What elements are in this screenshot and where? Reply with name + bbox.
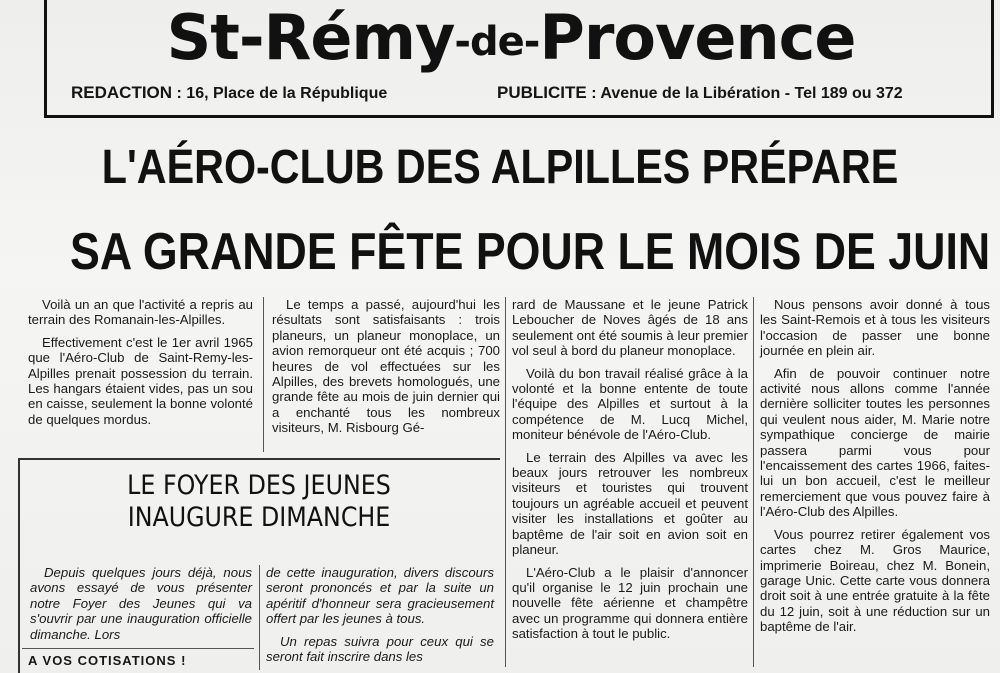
article-paragraph: Vous pourrez retirer également vos cartes chez M. Gros Maurice, imprimerie Boireau, chez M. Bonein, garage Unic. Cette carte vous donnera droit soit à une entrée gratuite à la fête du 12 juin, soit à une réduction sur un baptême de l'air. xyxy=(760,526,990,635)
foyer-title-line-2: INAUGURE DIMANCHE xyxy=(127,502,391,533)
article-column-2 xyxy=(272,297,500,443)
foyer-paragraph: de cette inauguration, divers discours seront prononcés et par la suite un apéritif d'honneur sera gracieusement offert par les jeunes à tous. xyxy=(266,565,494,627)
publicite-address: : Avenue de la Libération - Tel 189 ou 372 xyxy=(591,85,903,102)
article-paragraph: Le temps a passé, aujourd'hui les résultats sont satisfaisants : trois planeurs, un planeur monoplace, un avion remorqueur ont été acquis ; 700 heures de vol effectuées sur les Alpilles, des brevets homologués, une grande fête au mois de juin dernier qui a enchanté tous les nombreux visiteurs, M. Risbourg Gé- xyxy=(272,297,500,436)
column-divider xyxy=(753,297,754,667)
article-paragraph: Afin de pouvoir continuer notre activité nous allons comme l'année dernière solliciter toutes les personnes qui veulent nous aider, M. Marie notre sympathique concierge de mairie passera parmi vous pour l'encaissement des cartes 1966, faites-lui un bon accueil, c'est le meilleur remerciement que vous pouvez faire à l'Aéro-Club des Alpilles. xyxy=(760,365,990,520)
article-paragraph: Voilà un an que l'activité a repris au terrain des Romanain-les-Alpilles. xyxy=(28,297,253,328)
article-paragraph: Le terrain des Alpilles va avec les beaux jours retrouver les nombreux visiteurs et touristes qui trouvent toujours un agréable accueil et peuvent visiter les installations et goûter au baptême de l'air soit en avion soit en planeur. xyxy=(512,449,748,558)
column-divider xyxy=(505,297,506,667)
article-paragraph: L'Aéro-Club a le plaisir d'annoncer qu'il organise le 12 juin prochain une nouvelle fête aérienne et champêtre avec un programme qui donnera entière satisfaction à tout le public. xyxy=(512,564,748,642)
article-column-4 xyxy=(760,297,990,642)
redaction-line xyxy=(71,83,387,103)
foyer-column-1 xyxy=(30,565,252,649)
publicite-label: PUBLICITE xyxy=(497,83,587,102)
foyer-column-2 xyxy=(266,565,494,671)
foyer-paragraph: Un repas suivra pour ceux qui se seront fait inscrire dans les xyxy=(266,633,494,665)
cotisations-heading: A VOS COTISATIONS ! xyxy=(28,653,187,668)
foyer-title-line-1: LE FOYER DES JEUNES xyxy=(127,470,391,501)
article-paragraph: Voilà du bon travail réalisé grâce à la volonté et la bonne entente de toute l'équipe des Alpilles et surtout à la compétence de M. Lucq Michel, moniteur bénévole de l'Aéro-Club. xyxy=(512,365,748,443)
headline-line-1: L'AÉRO-CLUB DES ALPILLES PRÉPARE xyxy=(101,141,899,194)
headline-line-2: SA GRANDE FÊTE POUR LE MOIS DE JUIN xyxy=(70,223,991,281)
redaction-address: : 16, Place de la République xyxy=(176,85,388,102)
column-divider xyxy=(259,565,260,670)
article-column-1 xyxy=(28,297,253,434)
column-divider xyxy=(263,297,264,452)
foyer-paragraph: Depuis quelques jours déjà, nous avons essayé de vous présenter notre Foyer des Jeunes qui va s'ouvrir par une inauguration officielle dimanche. Lors xyxy=(30,565,252,642)
section-rule xyxy=(22,648,254,649)
masthead-title: St-Rémy-de-Provence xyxy=(166,1,856,74)
redaction-label: REDACTION xyxy=(71,83,173,102)
article-paragraph: Nous pensons avoir donné à tous les Saint-Remois et à tous les visiteurs l'occasion de passer une bonne journée en plein air. xyxy=(760,297,990,359)
masthead xyxy=(44,0,994,118)
publicite-line xyxy=(497,83,903,103)
article-paragraph: Effectivement c'est le 1er avril 1965 que l'Aéro-Club de Saint-Remy-les-Alpilles prenait possession du terrain. Les hangars étaient vides, pas un sou en caisse, seulement la bonne volonté de quelques mordus. xyxy=(28,334,253,427)
article-column-3 xyxy=(512,297,748,649)
article-paragraph: rard de Maussane et le jeune Patrick Leboucher de Noves âgés de 18 ans seulement ont été soumis à leur premier vol seul à bord du planeur monoplace. xyxy=(512,297,748,359)
foyer-title xyxy=(47,470,471,534)
